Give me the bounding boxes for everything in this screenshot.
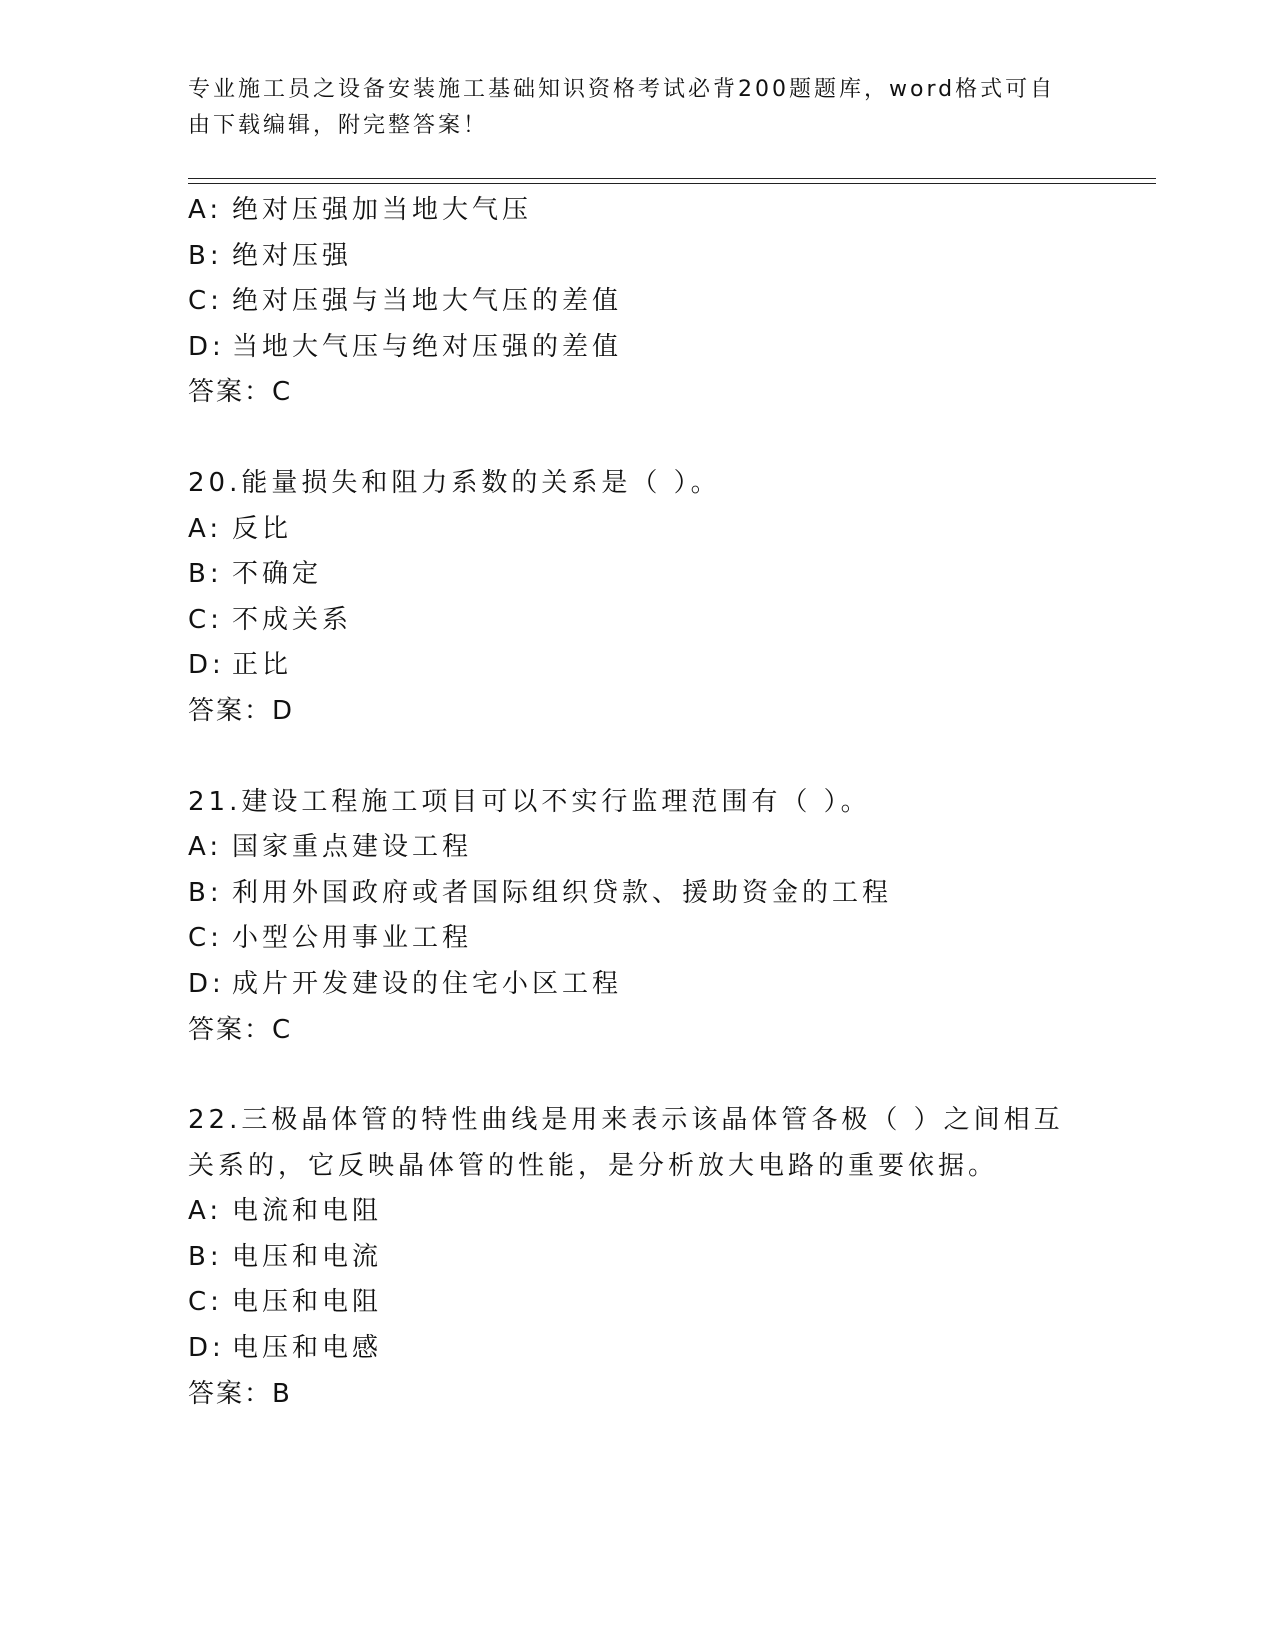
option-label: C:	[188, 1287, 223, 1318]
header-divider-top	[188, 178, 1156, 179]
option-text: 成片开发建设的住宅小区工程	[232, 968, 623, 999]
option-label: B:	[188, 1241, 223, 1272]
option-b	[188, 552, 1088, 598]
answer-line: 答案：B	[188, 1378, 292, 1409]
option-text: 正比	[232, 650, 293, 681]
option-text: 国家重点建设工程	[232, 832, 473, 863]
option-label: B:	[188, 240, 223, 271]
option-label: B:	[188, 559, 223, 590]
option-label: B:	[188, 877, 223, 908]
option-label: A:	[188, 513, 223, 544]
option-b	[188, 1235, 1088, 1281]
question-21	[188, 780, 1088, 1054]
header-divider-bottom	[188, 183, 1156, 184]
option-b	[188, 871, 1088, 917]
option-text: 不确定	[232, 559, 323, 590]
question-20	[188, 461, 1088, 735]
question-22	[188, 1098, 1088, 1417]
question-stem: 22.三极晶体管的特性曲线是用来表示该晶体管各极（ ）之间相互关系的，它反映晶体管的性能，是分析放大电路的重要依据。	[188, 1105, 1064, 1181]
option-label: D:	[188, 968, 225, 999]
option-text: 绝对压强	[232, 240, 353, 271]
option-d	[188, 643, 1088, 689]
option-text: 电压和电阻	[232, 1287, 383, 1318]
option-text: 电压和电流	[232, 1241, 383, 1272]
option-b	[188, 234, 1088, 280]
answer-line: 答案：C	[188, 1014, 293, 1045]
option-label: A:	[188, 1196, 223, 1227]
option-a	[188, 188, 1088, 234]
option-text: 绝对压强加当地大气压	[232, 195, 533, 225]
answer-line: 答案：C	[188, 377, 293, 408]
option-d	[188, 325, 1088, 371]
option-text: 不成关系	[232, 604, 353, 635]
option-label: D:	[188, 650, 225, 681]
option-label: A:	[188, 195, 223, 225]
option-c	[188, 598, 1088, 644]
option-c	[188, 916, 1088, 962]
document-header: 专业施工员之设备安装施工基础知识资格考试必背200题题库，word格式可自由下载编辑，附完整答案！	[188, 77, 1056, 138]
option-a	[188, 507, 1088, 553]
option-label: D:	[188, 331, 225, 362]
option-a	[188, 825, 1088, 871]
option-label: C:	[188, 286, 223, 317]
option-text: 电流和电阻	[232, 1196, 383, 1227]
option-a	[188, 1189, 1088, 1235]
option-label: C:	[188, 923, 223, 954]
option-text: 反比	[232, 513, 293, 544]
option-label: D:	[188, 1333, 225, 1364]
option-label: A:	[188, 832, 223, 863]
answer-line: 答案：D	[188, 695, 295, 726]
option-d	[188, 962, 1088, 1008]
option-text: 电压和电感	[232, 1333, 383, 1364]
option-label: C:	[188, 604, 223, 635]
question-list	[188, 188, 1088, 1417]
option-text: 绝对压强与当地大气压的差值	[232, 286, 623, 317]
option-d	[188, 1326, 1088, 1372]
question-stem: 20.能量损失和阻力系数的关系是（ ）。	[188, 467, 721, 498]
option-c	[188, 1280, 1088, 1326]
option-text: 当地大气压与绝对压强的差值	[232, 331, 623, 362]
question-stem: 21.建设工程施工项目可以不实行监理范围有（ ）。	[188, 786, 871, 817]
option-text: 利用外国政府或者国际组织贷款、援助资金的工程	[232, 877, 893, 908]
option-text: 小型公用事业工程	[232, 923, 473, 954]
option-c	[188, 279, 1088, 325]
question-19	[188, 188, 1088, 416]
